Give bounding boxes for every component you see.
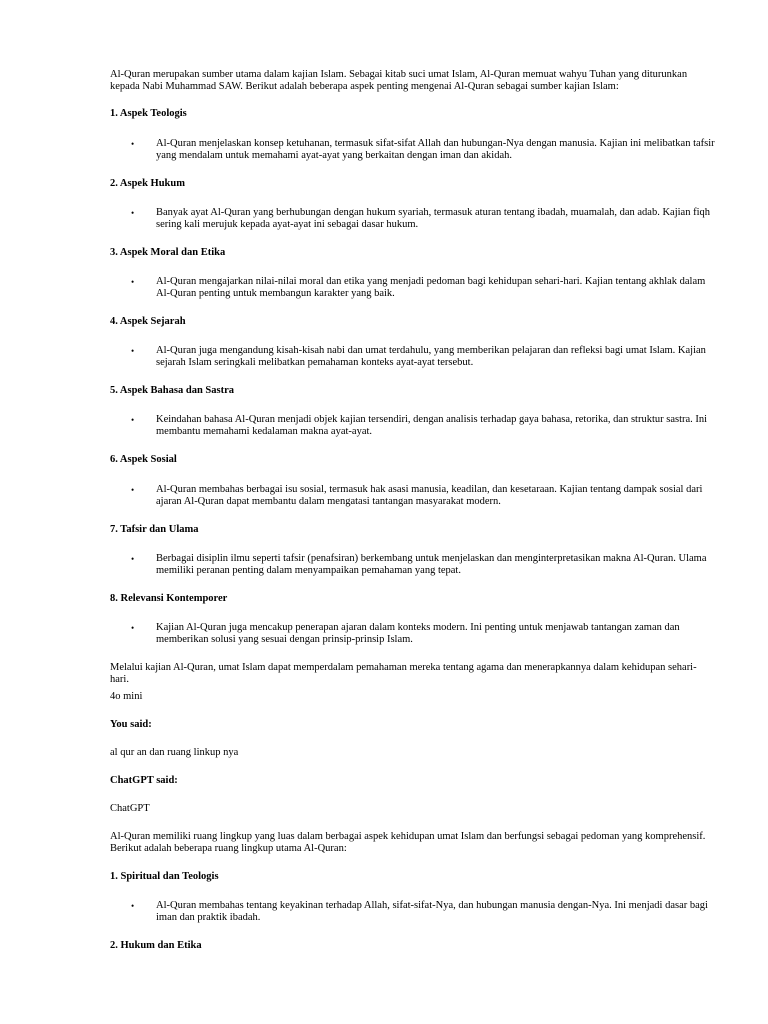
bullet-icon: • xyxy=(131,554,135,564)
bullet-item: Al-Quran juga mengandung kisah-kisah nabi dan umat terdahulu, yang memberikan pelajaran dan refleksi bagi umat Islam. Kajian sejarah Islam seringkali melibatkan pemahaman konteks ayat-ayat tersebut. xyxy=(156,345,706,368)
bullet-icon: • xyxy=(131,415,135,425)
section-heading: 4. Aspek Sejarah xyxy=(110,316,186,327)
model-label: 4o mini xyxy=(110,691,143,702)
bullet-item: Berbagai disiplin ilmu seperti tafsir (penafsiran) berkembang untuk menjelaskan dan menginterpretasikan makna Al-Quran. Ulama memiliki peranan penting dalam menyampaikan pemahaman yang tepat. xyxy=(156,553,707,576)
bullet-icon: • xyxy=(131,208,135,218)
bullet-item: Kajian Al-Quran juga mencakup penerapan ajaran dalam konteks modern. Ini penting untuk menjawab tantangan zaman dan memberikan solusi yang sesuai dengan prinsip-prinsip Islam. xyxy=(156,622,680,645)
section-heading: 2. Aspek Hukum xyxy=(110,178,185,189)
you-said-label: You said: xyxy=(110,719,152,730)
chatgpt-label: ChatGPT xyxy=(110,803,150,814)
bullet-icon: • xyxy=(131,277,135,287)
section-heading: 3. Aspek Moral dan Etika xyxy=(110,247,226,258)
section-heading: 6. Aspek Sosial xyxy=(110,454,177,465)
bullet-item: Al-Quran membahas tentang keyakinan terhadap Allah, sifat-sifat-Nya, dan hubungan manusia dengan-Nya. Ini menjadi dasar bagi iman dan praktik ibadah. xyxy=(156,900,708,923)
bullet-icon: • xyxy=(131,623,135,633)
section-heading: 5. Aspek Bahasa dan Sastra xyxy=(110,385,234,396)
bullet-icon: • xyxy=(131,139,135,149)
bullet-icon: • xyxy=(131,901,135,911)
bullet-item: Banyak ayat Al-Quran yang berhubungan dengan hukum syariah, termasuk aturan tentang ibadah, muamalah, dan adab. Kajian fiqh sering kali merujuk kepada ayat-ayat ini sebagai dasar hukum. xyxy=(156,207,710,230)
user-message: al qur an dan ruang linkup nya xyxy=(110,747,239,758)
conclusion-paragraph: Melalui kajian Al-Quran, umat Islam dapat memperdalam pemahaman mereka tentang agama dan menerapkannya dalam kehidupan sehari-hari. xyxy=(110,662,697,685)
section-heading: 1. Spiritual dan Teologis xyxy=(110,871,219,882)
intro2-paragraph: Al-Quran memiliki ruang lingkup yang luas dalam berbagai aspek kehidupan umat Islam dan berfungsi sebagai pedoman yang komprehensif. Berikut adalah beberapa ruang lingkup utama Al-Quran: xyxy=(110,831,706,854)
bullet-item: Al-Quran menjelaskan konsep ketuhanan, termasuk sifat-sifat Allah dan hubungan-Nya dengan manusia. Kajian ini melibatkan tafsir yang mendalam untuk memahami ayat-ayat yang berkaitan dengan iman dan akidah. xyxy=(156,138,715,161)
section-heading: 1. Aspek Teologis xyxy=(110,108,187,119)
bullet-icon: • xyxy=(131,346,135,356)
section-heading: 8. Relevansi Kontemporer xyxy=(110,593,228,604)
section-heading: 7. Tafsir dan Ulama xyxy=(110,524,199,535)
bullet-item: Keindahan bahasa Al-Quran menjadi objek kajian tersendiri, dengan analisis terhadap gaya bahasa, retorika, dan struktur sastra. Ini membantu memahami kedalaman makna ayat-ayat. xyxy=(156,414,708,437)
bullet-icon: • xyxy=(131,485,135,495)
bullet-item: Al-Quran membahas berbagai isu sosial, termasuk hak asasi manusia, keadilan, dan kesetaraan. Kajian tentang dampak sosial dari ajaran Al-Quran dapat membantu dalam mengatasi tantangan masyarakat modern. xyxy=(156,484,703,507)
bullet-item: Al-Quran mengajarkan nilai-nilai moral dan etika yang menjadi pedoman bagi kehidupan sehari-hari. Kajian tentang akhlak dalam Al-Quran penting untuk membangun karakter yang baik. xyxy=(156,276,706,299)
section-heading: 2. Hukum dan Etika xyxy=(110,940,202,951)
chatgpt-said-label: ChatGPT said: xyxy=(110,775,178,786)
intro-paragraph: Al-Quran merupakan sumber utama dalam kajian Islam. Sebagai kitab suci umat Islam, Al-Quran memuat wahyu Tuhan yang diturunkan kepada Nabi Muhammad SAW. Berikut adalah beberapa aspek penting mengenai Al-Quran sebagai sumber kajian Islam: xyxy=(110,69,688,92)
